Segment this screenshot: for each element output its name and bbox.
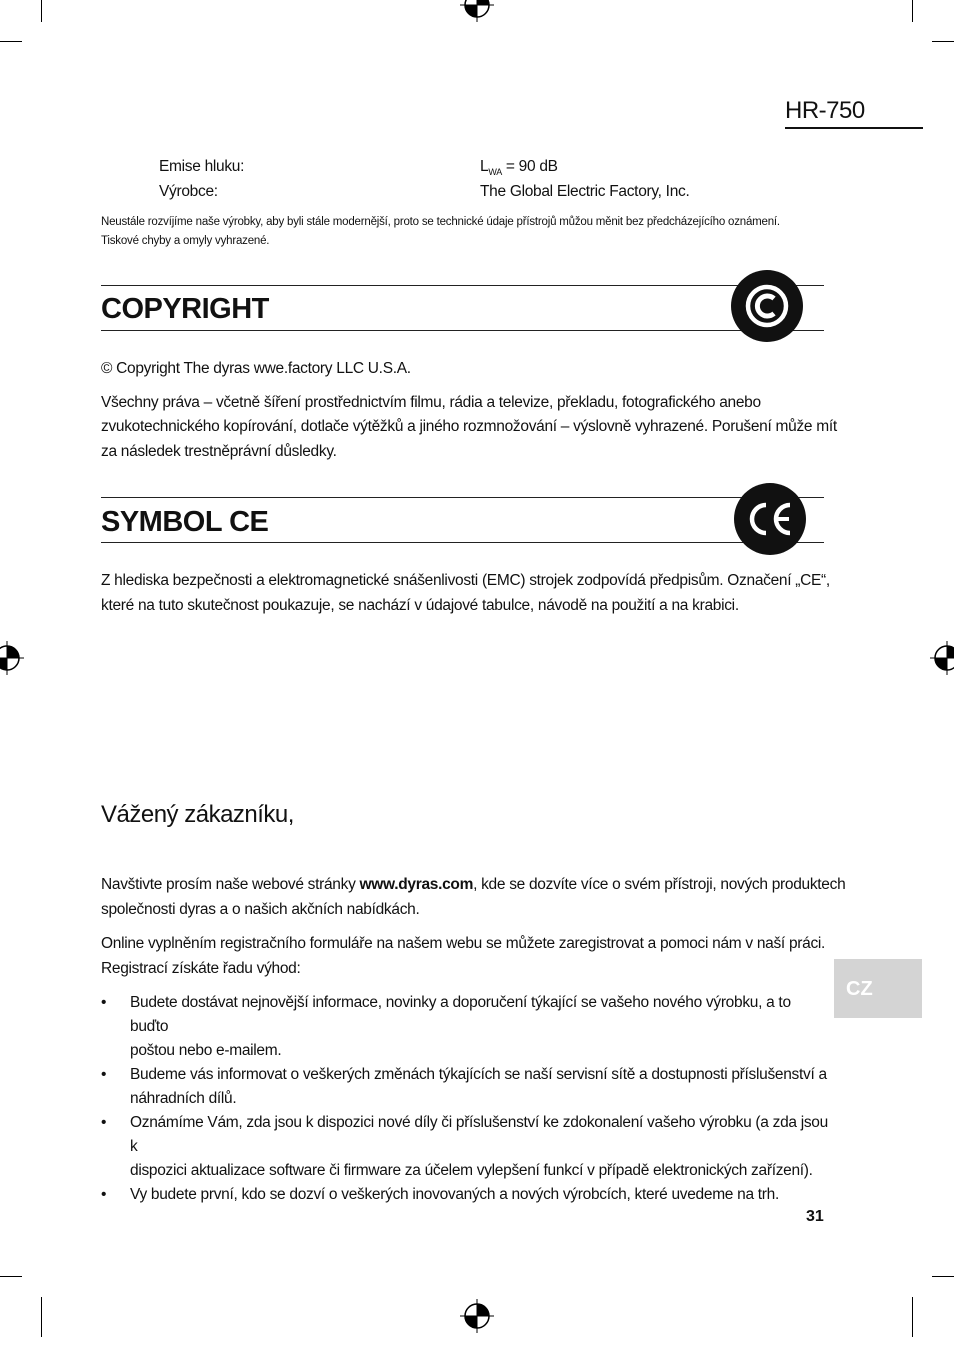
crop-mark [932,1276,954,1277]
customer-paragraph-line: Online vyplněním registračního formuláře na našem webu se můžete zaregistrovat a pomoci nám v naší práci. [101,935,826,952]
section-rule-top [101,285,824,286]
header-rule [785,127,923,129]
crop-mark [41,0,42,22]
copyright-icon [742,281,792,331]
copyright-icon [731,270,803,342]
list-item-text: poštou nebo e-mailem. [130,1042,282,1059]
section-rule-bottom [101,330,824,331]
copyright-paragraph-line: za následek trestněprávní důsledky. [101,443,337,460]
ce-mark-icon [734,483,806,555]
ce-paragraph-line: které na tuto skutečnost poukazuje, se nachází v údajové tabulce, návodě na použití a na krabici. [101,597,739,614]
disclaimer-line: Tiskové chyby a omyly vyhrazené. [101,235,270,247]
section-title-copyright: COPYRIGHT [101,293,269,325]
section-title-ce: SYMBOL CE [101,506,269,538]
benefits-list [101,991,831,1207]
spec-label-noise: Emise hluku: [159,158,245,175]
model-name: HR-750 [785,97,865,124]
list-item-text: náhradních dílů. [130,1090,237,1107]
crop-mark [0,1276,22,1277]
spec-label-manufacturer: Výrobce: [159,183,218,200]
registration-mark-icon [460,0,494,22]
list-item [101,1063,831,1111]
list-item-text: Vy budete první, kdo se dozví o veškerých inovovaných a nových výrobcích, které uvedeme na trh. [130,1186,779,1203]
noise-value: = 90 dB [501,158,558,175]
copyright-line: © Copyright The dyras wwe.factory LLC U.S.A. [101,360,411,377]
crop-mark [912,0,913,22]
customer-paragraph-line: společnosti dyras a o našich akčních nabídkách. [101,901,420,918]
paragraph-text: Navštivte prosím naše webové stránky [101,876,360,893]
section-rule-top [101,497,824,498]
page-number: 31 [806,1208,824,1225]
registration-mark-icon [930,641,954,675]
language-tab [834,959,922,1018]
crop-mark [912,1297,913,1337]
list-item-text: dispozici aktualizace software či firmware za účelem vylepšení funkcí v případě elektronických zařízení). [130,1162,813,1179]
list-item-text: Budeme vás informovat o veškerých změnách týkajících se naší servisní sítě a dostupnosti příslušenství a [130,1066,827,1083]
ce-mark-icon [744,499,796,539]
website-link[interactable]: www.dyras.com [359,876,474,893]
list-item-text: Budete dostávat nejnovější informace, novinky a doporučení týkající se vašeho nového výrobku, a to buďto [130,994,791,1035]
crop-mark [41,1297,42,1337]
noise-symbol: L [480,158,489,175]
disclaimer-line: Neustále rozvíjíme naše výrobky, aby byli stále modernější, proto se technické údaje přístrojů můžou měnit bez předcházejícího oznámení. [101,216,780,228]
crop-mark [0,41,22,42]
list-item [101,1183,831,1207]
list-item [101,1111,831,1183]
registration-mark-icon [0,641,24,675]
list-item [101,991,831,1063]
spec-value-manufacturer: The Global Electric Factory, Inc. [480,183,690,200]
ce-paragraph-line: Z hlediska bezpečnosti a elektromagnetické snášenlivosti (EMC) strojek zodpovídá předpisům. Označení „CE“, [101,572,830,589]
paragraph-text: , kde se dozvíte více o svém přístroji, nových produktech [473,876,846,893]
customer-paragraph-line [101,873,845,897]
language-tab-label: CZ [846,978,873,1000]
registration-mark-icon [460,1299,494,1333]
section-rule-bottom [101,542,824,543]
customer-paragraph-line: Registrací získáte řadu výhod: [101,960,301,977]
crop-mark [932,41,954,42]
list-item-text: Oznámíme Vám, zda jsou k dispozici nové díly či příslušenství ke zdokonalení vašeho výrobku (a zda jsou k [130,1114,828,1155]
greeting-heading: Vážený zákazníku, [101,801,294,828]
copyright-paragraph-line: zvukotechnického kopírování, dotlače výtěžků a jiného rozmnožování – výslovně vyhrazené. Porušení může mít [101,418,837,435]
noise-subscript: WA [488,167,502,178]
copyright-paragraph-line: Všechny práva – včetně šíření prostřednictvím filmu, rádia a televize, překladu, fotografického anebo [101,394,761,411]
